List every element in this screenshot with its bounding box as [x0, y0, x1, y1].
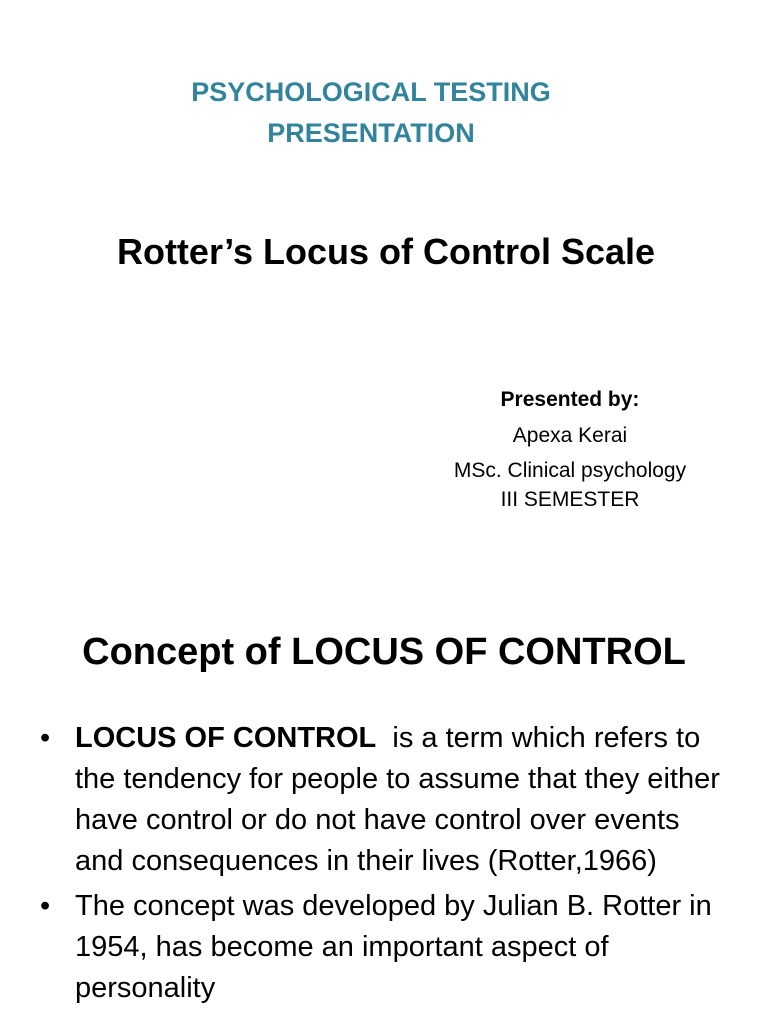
bullet-list [40, 718, 730, 1013]
presenter-semester: III SEMESTER [500, 488, 640, 511]
slide-title: Rotter’s Locus of Control Scale [116, 231, 656, 272]
presentation-heading-line-1: PSYCHOLOGICAL TESTING [191, 77, 551, 107]
concept-slide-title: Concept of LOCUS OF CONTROL [82, 631, 686, 673]
bullet-icon: • [40, 890, 51, 922]
bullet-text: is a term which refers to the tendency for people to assume that they either have control or do not have control over events and consequences in their lives (Rotter,1966) [75, 722, 728, 877]
bullet-bold-term: LOCUS OF CONTROL [75, 722, 377, 754]
presenter-label: Presented by: [500, 388, 640, 411]
presenter-name: Apexa Kerai [512, 424, 628, 447]
presenter-block [425, 384, 715, 514]
concept-slide [0, 576, 768, 1024]
presenter-course: MSc. Clinical psychology [453, 459, 687, 482]
bullet-icon: • [40, 722, 51, 754]
bullet-item [40, 718, 730, 882]
bullet-text: The concept was developed by Julian B. Rotter in 1954, has become an important aspect of personality [75, 890, 712, 1004]
presentation-heading-line-2: PRESENTATION [267, 118, 475, 148]
bullet-item [40, 886, 730, 1009]
